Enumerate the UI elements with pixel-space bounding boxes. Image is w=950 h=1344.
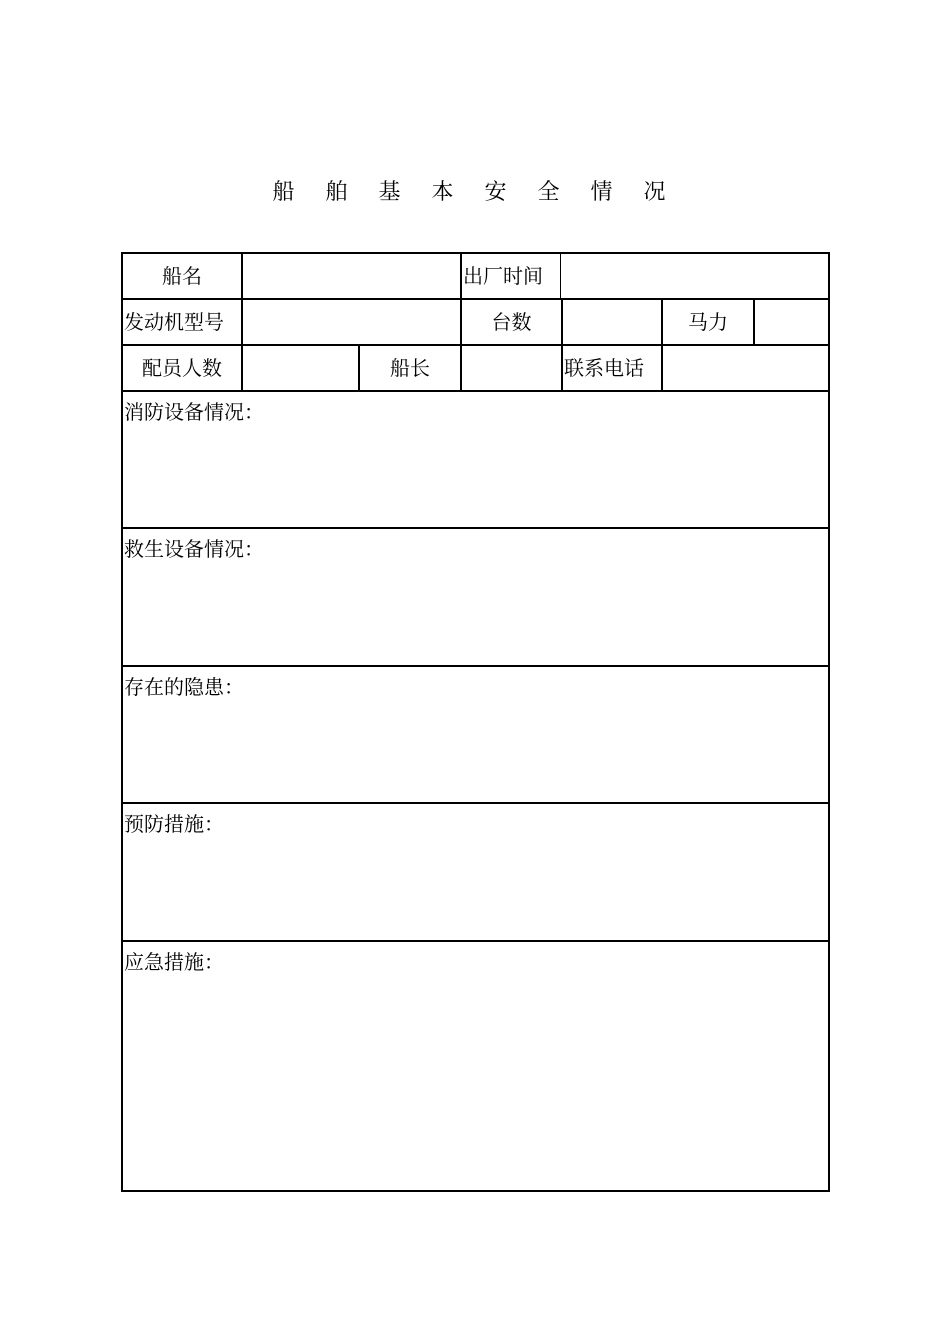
section-preventive-measures[interactable] xyxy=(123,804,828,942)
preventive-measures-label: 预防措施： xyxy=(124,812,224,836)
build-date-field[interactable] xyxy=(560,254,828,298)
engine-count-field[interactable] xyxy=(561,300,661,344)
engine-count-label: 台数 xyxy=(460,300,561,344)
crew-count-field[interactable] xyxy=(241,346,358,390)
hazards-label: 存在的隐患： xyxy=(124,675,244,699)
ship-name-field[interactable] xyxy=(241,254,460,298)
engine-model-label: 发动机型号 xyxy=(124,310,224,334)
row-crew xyxy=(123,346,828,392)
section-hazards[interactable] xyxy=(123,667,828,804)
section-fire-equipment[interactable] xyxy=(123,392,828,529)
lifesaving-equipment-label: 救生设备情况： xyxy=(124,537,264,561)
emergency-measures-label: 应急措施： xyxy=(124,950,224,974)
horsepower-label: 马力 xyxy=(661,300,753,344)
ship-safety-form xyxy=(121,252,830,1192)
crew-count-label: 配员人数 xyxy=(142,356,222,380)
section-emergency-measures[interactable] xyxy=(123,942,828,1190)
ship-name-label: 船名 xyxy=(162,264,202,288)
engine-model-field[interactable] xyxy=(241,300,460,344)
row-engine xyxy=(123,300,828,346)
build-date-label: 出厂时间 xyxy=(460,254,560,298)
horsepower-field[interactable] xyxy=(753,300,828,344)
fire-equipment-label: 消防设备情况： xyxy=(124,400,264,424)
captain-label: 船长 xyxy=(358,346,460,390)
section-lifesaving-equipment[interactable] xyxy=(123,529,828,667)
phone-label: 联系电话 xyxy=(561,346,661,390)
row-ship-name xyxy=(123,254,828,300)
captain-field[interactable] xyxy=(460,346,561,390)
phone-field[interactable] xyxy=(661,346,828,390)
page-title: 船 舶 基 本 安 全 情 况 xyxy=(272,180,678,205)
